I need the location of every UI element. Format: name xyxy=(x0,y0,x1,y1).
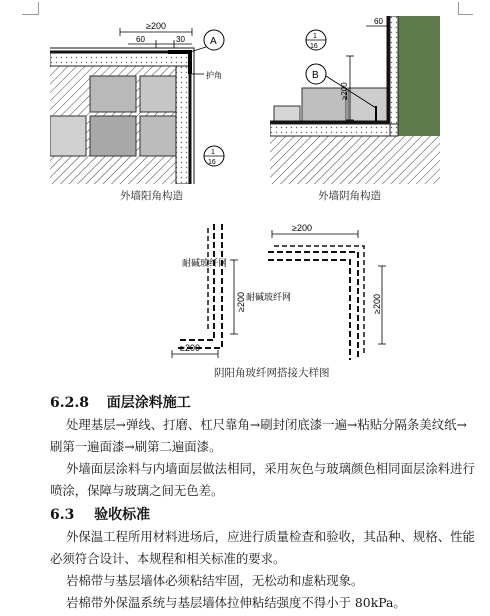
dim-label-60: 60 xyxy=(136,35,145,44)
dim-label-top: ≥200 xyxy=(292,223,312,233)
label-corner-guard: 护角 xyxy=(206,71,222,80)
paragraph-line: 外保温工程所用材料进场后，应进行质量检查和验收，其品种、规格、性能 xyxy=(66,529,475,544)
label-mesh-right: 耐碱玻纤网 xyxy=(246,293,292,303)
figure-external-corner xyxy=(50,16,250,184)
paragraph-line: 处理基层→弹线、打磨、杠尺靠角→刷封闭底漆一遍→粘贴分隔条美纹纸→ xyxy=(66,417,467,432)
paragraph-line: 刷第一遍面漆→刷第二遍面漆。 xyxy=(50,439,222,454)
dim-label-left: ≥200 xyxy=(236,292,246,312)
callout-index-top: 1 xyxy=(211,149,215,156)
callout-index-top: 1 xyxy=(313,33,317,40)
section-heading-628 xyxy=(50,392,191,412)
figure-mesh-lap-detail xyxy=(168,214,394,360)
paragraph-line: 喷涂，保障与玻璃之间无色差。 xyxy=(50,483,224,498)
dim-label-60: 60 xyxy=(374,17,383,26)
paragraph-line: 外墙面层涂料与内墙面层做法相同，采用灰色与玻璃颜色相同面层涂料进行 xyxy=(66,461,475,476)
figure-caption: 外墙阳角构造 xyxy=(120,190,183,202)
callout-index-bottom: 16 xyxy=(310,43,318,50)
dim-label-30: 30 xyxy=(176,35,185,44)
section-number: 6.2.8 xyxy=(50,395,89,411)
figure-caption: 阴阳角玻纤网搭接大样图 xyxy=(214,367,330,379)
figure-caption: 外墙阴角构造 xyxy=(318,190,381,202)
callout-index-bottom: 16 xyxy=(208,159,216,166)
dim-label-200: ≥200 xyxy=(340,82,349,100)
dim-label-200: ≥200 xyxy=(146,21,166,31)
page-corner-mark-right xyxy=(458,2,473,15)
callout-b: B xyxy=(312,70,319,81)
label-mesh-left: 耐碱玻纤网 xyxy=(182,259,228,269)
dim-label-right: ≥200 xyxy=(372,294,382,314)
paragraph-line: 必须符合设计、本规程和相关标准的要求。 xyxy=(50,551,286,566)
paragraph-line: 岩棉带外保温系统与基层墙体拉伸粘结强度不得小于 80kPa。 xyxy=(66,595,406,610)
section-title: 验收标准 xyxy=(94,507,151,523)
page-corner-mark-left xyxy=(22,2,39,15)
section-number: 6.3 xyxy=(50,507,75,523)
dim-label-bottom: ≥200 xyxy=(180,343,200,353)
figure-internal-corner xyxy=(270,16,440,184)
callout-a: A xyxy=(210,36,217,47)
section-heading-63 xyxy=(50,504,150,524)
section-title: 面层涂料施工 xyxy=(106,395,191,411)
paragraph-line: 岩棉带与基层墙体必须粘结牢固，无松动和虚粘现象。 xyxy=(66,573,364,588)
